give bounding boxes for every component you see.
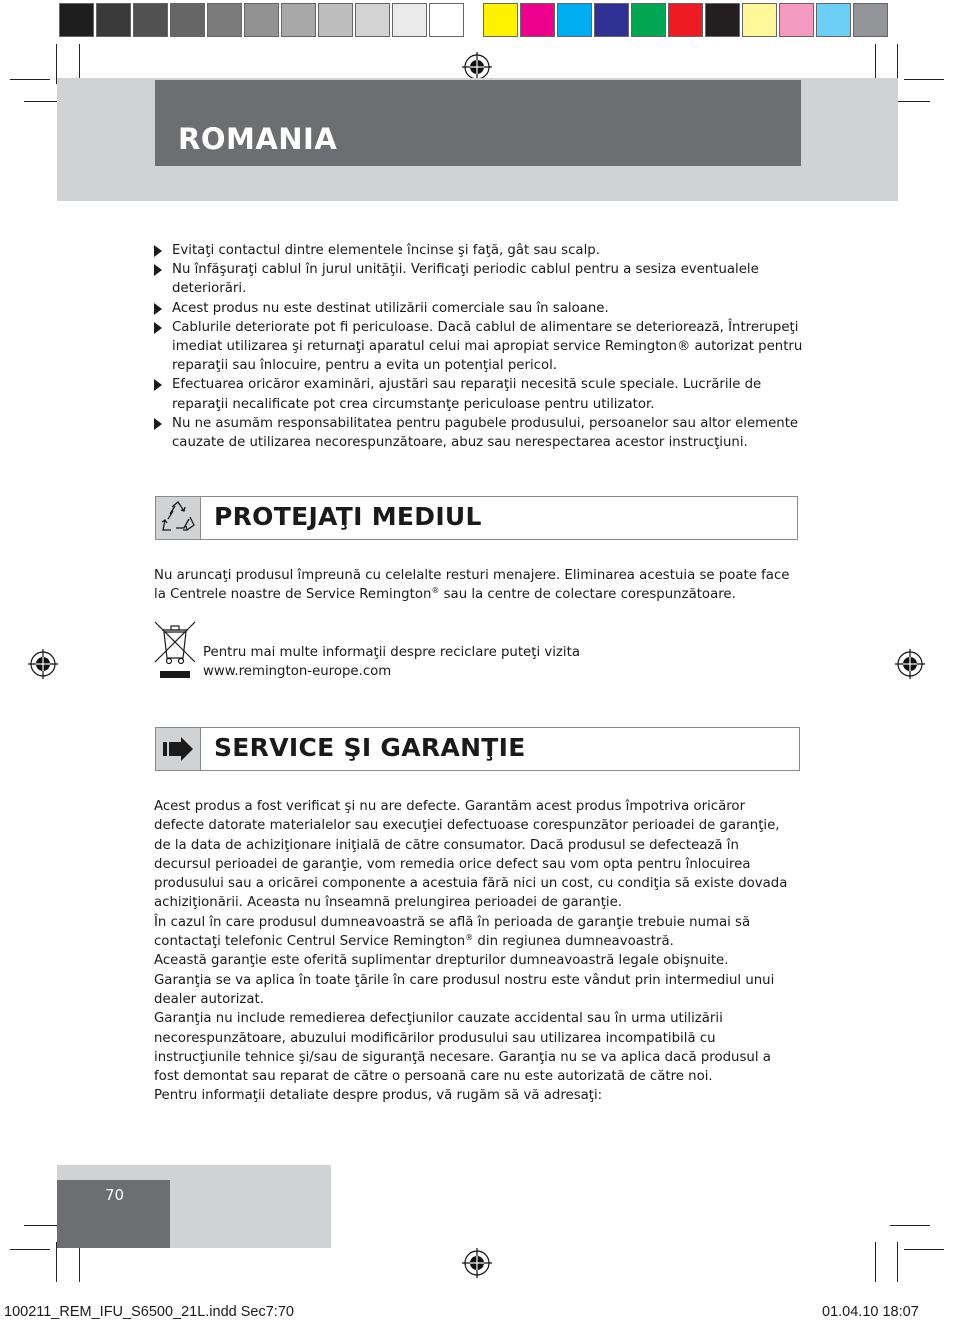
color-swatch xyxy=(281,3,316,37)
color-swatch xyxy=(318,3,353,37)
color-swatch xyxy=(392,3,427,37)
crop-mark xyxy=(10,1249,50,1250)
service-text xyxy=(154,797,794,1106)
service-section-header xyxy=(155,727,800,771)
recycle-icon xyxy=(156,497,201,539)
page-number: 70 xyxy=(105,1186,125,1204)
crop-mark xyxy=(56,1242,57,1282)
gray-scale-color-bar xyxy=(59,3,466,39)
color-swatch xyxy=(520,3,555,37)
service-paragraph: Garanţia se va aplica în toate ţările în care produsul nostru este vândut prin intermediul unui dealer autorizat. xyxy=(154,972,775,1007)
bullet-triangle-icon xyxy=(154,322,162,334)
color-swatch xyxy=(594,3,629,37)
recycle-info: Pentru mai multe informaţii despre reciclare puteţi vizita www.remington-europe.com xyxy=(203,645,580,680)
slug-file-info: 100211_REM_IFU_S6500_21L.indd Sec7:70 xyxy=(4,1304,294,1320)
color-swatch xyxy=(59,3,94,37)
bullet-triangle-icon xyxy=(154,418,162,430)
list-item: Efectuarea oricăror examinări, ajustări sau reparaţii necesită scule speciale. Lucrările de reparaţii necalificate pot crea circumstanţe periculoase pentru utilizator. xyxy=(154,375,804,413)
color-swatch xyxy=(779,3,814,37)
color-swatch xyxy=(557,3,592,37)
color-swatch xyxy=(483,3,518,37)
color-swatch xyxy=(631,3,666,37)
website-link[interactable]: www.remington-europe.com xyxy=(203,664,392,680)
color-swatch xyxy=(96,3,131,37)
crop-mark xyxy=(10,79,50,80)
color-swatch xyxy=(705,3,740,37)
list-item: Cablurile deteriorate pot fi periculoase. Dacă cablul de alimentare se deteriorează, Întrerupeţi imediat utilizarea şi returnaţi aparatul celui mai apropiat service Remington® autorizat pentru reparaţii sau înlocuire, pentru a evita un potenţial pericol. xyxy=(154,318,804,376)
list-item: Evitaţi contactul dintre elementele încinse şi faţă, gât sau scalp. xyxy=(154,241,804,260)
bullet-triangle-icon xyxy=(154,264,162,276)
color-swatch xyxy=(429,3,464,37)
environment-paragraph: Nu aruncaţi produsul împreună cu celelalte resturi menajere. Eliminarea acestuia se poate face la Centrele noastre de Service Remington® sau la centre de colectare corespunzătoare. xyxy=(154,568,790,603)
service-paragraph: Această garanţie este oferită suplimentar drepturilor dumneavoastră legale obişnuite. xyxy=(154,953,729,969)
arrow-right-icon xyxy=(156,728,201,770)
page-title: ROMANIA xyxy=(178,122,338,156)
service-paragraph: În cazul în care produsul dumneavoastră se află în perioada de garanţie trebuie numai să contactaţi telefonic Centrul Service Remington® din regiunea dumneavoastră. xyxy=(154,914,751,950)
color-swatch xyxy=(133,3,168,37)
color-swatch xyxy=(355,3,390,37)
crossed-out-bin-icon xyxy=(154,620,196,682)
bullet-triangle-icon xyxy=(154,379,162,391)
process-color-bar xyxy=(483,3,890,39)
list-item: Nu înfăşuraţi cablul în jurul unităţii. Verificaţi periodic cablul pentru a sesiza eventualele deteriorări. xyxy=(154,260,804,298)
bullet-triangle-icon xyxy=(154,303,162,315)
color-swatch xyxy=(742,3,777,37)
environment-section-header xyxy=(155,496,798,540)
section-heading: PROTEJAŢI MEDIUL xyxy=(214,502,482,531)
service-paragraph: Acest produs a fost verificat şi nu are defecte. Garantăm acest produs împotriva oricăror defecte datorate materialelor sau execuţiei defectuoase corespunzător perioadei de garanţie, de la data de achiziţionare iniţială de către consumator. Dacă produsul se defectează în decursul perioadei de garanţie, vom remedia orice defect sau vom opta pentru înlocuirea produsului sau a oricărei componente a acestuia fără nici un cost, cu condiţia să existe dovada achiziţionării. Aceasta nu înseamnă prelungirea perioadei de garanţie. xyxy=(154,799,788,911)
color-swatch xyxy=(816,3,851,37)
registration-mark-icon xyxy=(28,649,58,679)
crop-mark xyxy=(875,1242,876,1282)
bullet-triangle-icon xyxy=(154,245,162,257)
service-paragraph: Garanţia nu include remedierea defecţiunilor cauzate accidental sau în urma utilizării necorespunzătoare, abuzului modificărilor produsului sau utilizarea incompatibilă cu instrucţiunile tehnice şi/sau de siguranţă necesare. Garanţia nu se va aplica dacă produsul a fost demontat sau reparat de către o persoană care nu este autorizată de către noi. xyxy=(154,1011,771,1085)
safety-bullet-list xyxy=(154,241,804,452)
crop-mark xyxy=(904,1249,944,1250)
section-heading: SERVICE ŞI GARANŢIE xyxy=(214,733,526,762)
crop-mark xyxy=(897,1242,898,1282)
crop-mark xyxy=(890,1225,930,1226)
color-swatch xyxy=(207,3,242,37)
color-swatch xyxy=(170,3,205,37)
list-item: Acest produs nu este destinat utilizării comerciale sau în saloane. xyxy=(154,299,804,318)
registration-mark-icon xyxy=(462,1248,492,1278)
service-paragraph: Pentru informaţii detaliate despre produs, vă rugăm să vă adresaţi: xyxy=(154,1088,603,1104)
color-swatch xyxy=(244,3,279,37)
color-swatch xyxy=(853,3,888,37)
list-item: Nu ne asumăm responsabilitatea pentru pagubele produsului, persoanelor sau altor elemente cauzate de utilizarea necorespunzătoare, abuz sau nerespectarea acestor instrucţiuni. xyxy=(154,414,804,452)
crop-mark xyxy=(904,79,944,80)
crop-mark xyxy=(79,1242,80,1282)
color-swatch xyxy=(668,3,703,37)
slug-date: 01.04.10 18:07 xyxy=(822,1304,919,1320)
registration-mark-icon xyxy=(895,649,925,679)
